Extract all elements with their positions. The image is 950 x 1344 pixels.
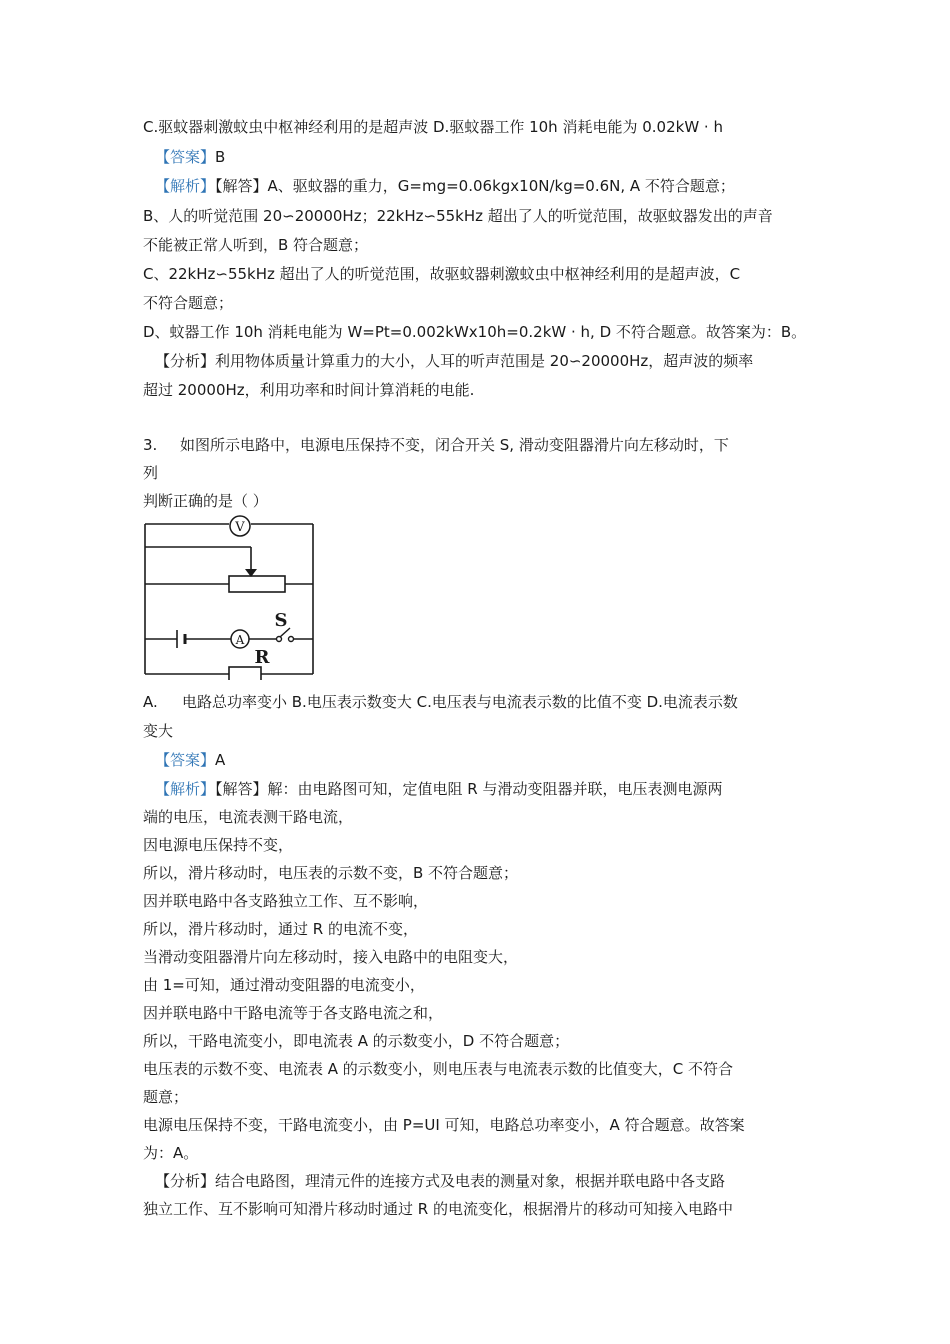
q2-analysis-first [155, 175, 735, 197]
resistor-icon [229, 667, 261, 680]
answer-value: B [215, 148, 226, 166]
q2-analysis-line: 不符合题意； [143, 294, 234, 312]
q2-analysis-line: D、蚊器工作 10h 消耗电能为 W=Pt=0.002kWx10h=0.2kW · h, D 不符合题意。故答案为：B。 [143, 323, 807, 341]
q3-analysis-line: 电源电压保持不变，干路电流变小，由 P=UI 可知，电路总功率变小，A 符合题意。故答案 [143, 1116, 745, 1134]
q3-stem: 判断正确的是（ ） [143, 492, 268, 510]
q3-stem: 列 [143, 464, 159, 482]
q2-fenxi-line: 超过 20000Hz，利用功率和时间计算消耗的电能. [143, 381, 475, 399]
answer-value: A [215, 751, 226, 769]
battery-icon [177, 630, 185, 648]
q3-fenxi-line: 独立工作、互不影响可知滑片移动时通过 R 的电流变化，根据滑片的移动可知接入电路中 [143, 1200, 733, 1218]
q3-analysis-line: 题意； [143, 1088, 189, 1106]
answer-tag: 【答案】 [155, 751, 216, 769]
q3-option-a-label: A. [143, 693, 158, 711]
ammeter-label: A [235, 633, 245, 647]
q3-analysis-line: 电压表的示数不变、电流表 A 的示数变小，则电压表与电流表示数的比值变大，C 不符合 [143, 1060, 734, 1078]
q3-analysis-line: 因并联电路中干路电流等于各支路电流之和， [143, 1004, 444, 1022]
q3-analysis-line: 当滑动变阻器滑片向左移动时，接入电路中的电阻变大， [143, 948, 519, 966]
q3-analysis-line: 由 1=可知，通过滑动变阻器的电流变小， [143, 976, 425, 994]
switch-label: S [274, 610, 288, 631]
voltmeter-label: V [235, 520, 245, 535]
q2-analysis-line: 不能被正常人听到，B 符合题意； [143, 236, 369, 254]
analysis-tag: 【解析】 [155, 780, 216, 798]
q3-answer [155, 749, 225, 771]
q2-options-tail: C.驱蚊器刺激蚊虫中枢神经利用的是超声波 D.驱蚊器工作 10h 消耗电能为 0.02kW · h [143, 118, 723, 136]
q3-analysis-line: 为：A。 [143, 1144, 199, 1162]
q3-analysis-line: 所以，滑片移动时，通过 R 的电流不变， [143, 920, 418, 938]
q2-analysis-line: B、人的听觉范围 20∽20000Hz；22kHz∽55kHz 超出了人的听觉范围，故驱蚊器发出的声音 [143, 207, 773, 225]
q3-analysis-line: 所以，滑片移动时，电压表的示数不变，B 不符合题意； [143, 864, 519, 882]
resistor-label: R [254, 647, 270, 668]
q3-options: 电路总功率变小 B.电压表示数变大 C.电压表与电流表示数的比值不变 D.电流表示数 [182, 693, 738, 711]
q3-fenxi-line: 【分析】结合电路图，理清元件的连接方式及电表的测量对象，根据并联电路中各支路 [155, 1172, 726, 1190]
rheostat-icon [229, 576, 285, 592]
circuit-diagram [140, 514, 320, 680]
analysis-text: 【解答】A、驱蚊器的重力，G=mg=0.06kgx10N/kg=0.6N, A 不符合题意； [215, 177, 735, 195]
q3-options: 变大 [143, 722, 174, 740]
q2-answer [155, 146, 225, 168]
answer-tag: 【答案】 [155, 148, 216, 166]
q2-fenxi-line: 【分析】利用物体质量计算重力的大小，人耳的听声范围是 20∽20000Hz，超声波的频率 [155, 352, 754, 370]
q3-analysis-line: 因并联电路中各支路独立工作、互不影响， [143, 892, 429, 910]
analysis-text: 【解答】解：由电路图可知，定值电阻 R 与滑动变阻器并联，电压表测电源两 [215, 780, 723, 798]
q2-analysis-line: C、22kHz∽55kHz 超出了人的听觉范围，故驱蚊器刺激蚊虫中枢神经利用的是超声波，C [143, 265, 741, 283]
q3-number: 3. [143, 436, 158, 454]
q3-analysis-line: 端的电压，电流表测干路电流， [143, 808, 354, 826]
q3-analysis-line: 所以，干路电流变小，即电流表 A 的示数变小，D 不符合题意； [143, 1032, 570, 1050]
q3-analysis-line: 因电源电压保持不变， [143, 836, 294, 854]
q3-analysis-first [155, 778, 722, 800]
q3-stem: 如图所示电路中，电源电压保持不变，闭合开关 S, 滑动变阻器滑片向左移动时，下 [180, 436, 729, 454]
analysis-tag: 【解析】 [155, 177, 216, 195]
